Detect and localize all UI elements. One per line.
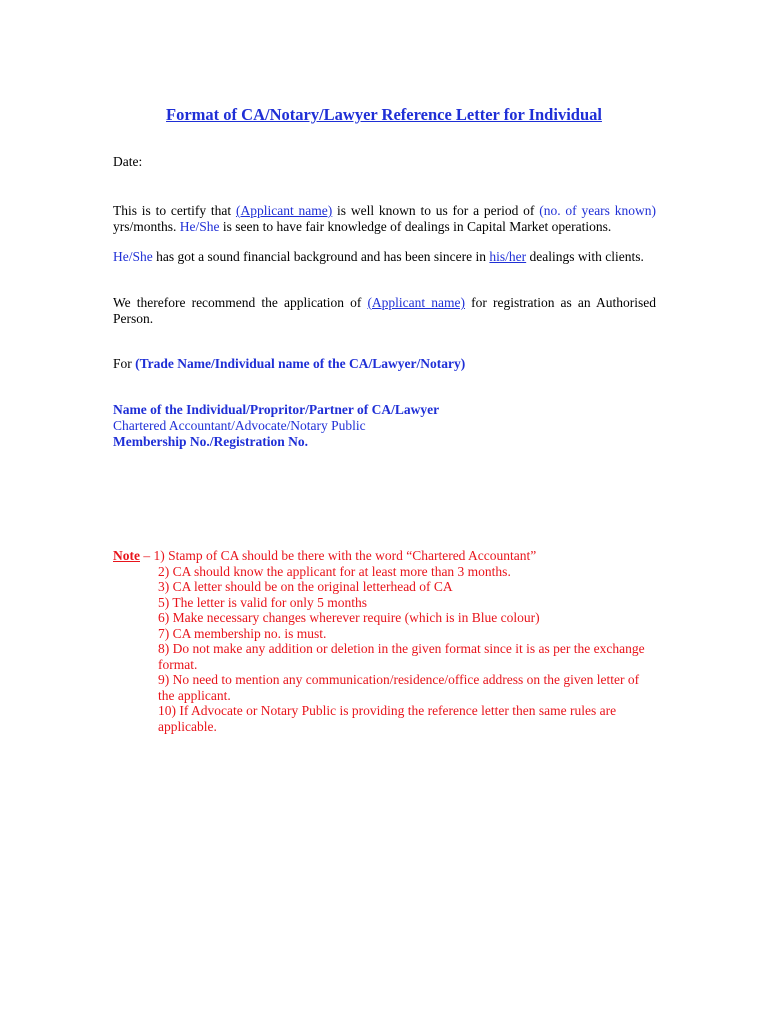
recommend-paragraph [113, 295, 656, 327]
note-item: 6) Make necessary changes wherever require (which is in Blue colour) [158, 610, 540, 625]
applicant-name-placeholder: (Applicant name) [367, 295, 466, 310]
note-label: Note [113, 548, 140, 563]
trade-name-placeholder: (Trade Name/Individual name of the CA/Lawyer/Notary) [135, 356, 466, 371]
background-text-2: dealings with clients. [526, 249, 644, 264]
note-item: 3) CA letter should be on the original letterhead of CA [158, 579, 453, 594]
certify-text-3: yrs/months. [113, 219, 180, 234]
for-prefix: For [113, 356, 136, 371]
applicant-name-placeholder: (Applicant name) [235, 203, 333, 218]
note-item: 5) The letter is valid for only 5 months [158, 594, 367, 610]
date-label: Date: [113, 154, 143, 169]
note-item: 8) Do not make any addition or deletion in the given format since it is as per the exchange format. [158, 641, 645, 672]
background-paragraph [113, 249, 656, 265]
note-item: 1) Stamp of CA should be there with the word “Chartered Accountant” [153, 548, 537, 563]
for-line [113, 356, 656, 372]
years-known-placeholder: (no. of years known) [539, 203, 656, 218]
note-first-line [113, 548, 658, 564]
signatory-designation: Chartered Accountant/Advocate/Notary Public [113, 418, 366, 433]
certify-text-2: is well known to us for a period of [332, 203, 540, 218]
document-title: Format of CA/Notary/Lawyer Reference Letter for Individual [166, 105, 602, 124]
recommend-text-1: We therefore recommend the application of [113, 295, 368, 310]
membership-number-line: Membership No./Registration No. [113, 434, 308, 449]
his-her-placeholder: his/her [489, 249, 527, 264]
signatory-name-line: Name of the Individual/Propritor/Partner of CA/Lawyer [113, 402, 440, 417]
certify-text-4: is seen to have fair knowledge of dealings in Capital Market operations. [219, 219, 612, 234]
date-line [113, 154, 656, 170]
note-list [113, 564, 658, 735]
he-she-placeholder: He/She [179, 219, 220, 234]
note-item: 2) CA should know the applicant for at least more than 3 months. [158, 563, 511, 579]
note-section [113, 548, 658, 734]
certify-text-1: This is to certify that [113, 203, 236, 218]
note-item: 9) No need to mention any communication/residence/office address on the given letter of the applicant. [158, 672, 640, 703]
he-she-placeholder: He/She [113, 249, 153, 264]
note-item: 7) CA membership no. is must. [158, 625, 327, 641]
certify-paragraph [113, 203, 656, 235]
note-item: 10) If Advocate or Notary Public is providing the reference letter then same rules are applicable. [158, 703, 617, 734]
note-dash: – [140, 548, 154, 563]
recommend-text-2: for registration as an Authorised Person. [113, 295, 656, 326]
signature-block [113, 402, 656, 450]
background-text-1: has got a sound financial background and has been sincere in [152, 249, 490, 264]
